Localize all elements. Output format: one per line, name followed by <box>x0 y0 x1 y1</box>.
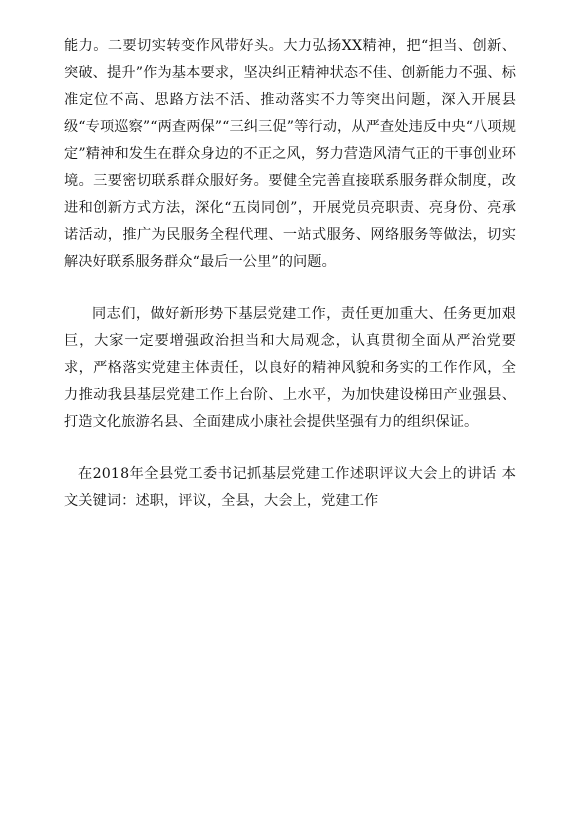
document-page <box>64 33 516 515</box>
body-paragraph-2: 同志们，做好新形势下基层党建工作，责任更加重大、任务更加艰巨，大家一定要增强政治担当和大局观念，认真贯彻全面从严治党要求，严格落实党建主体责任，以良好的精神风貌和务实的工作作风，全力推动我县基层党建工作上台阶、上水平，为加快建设梯田产业强县、打造文化旅游名县、全面建成小康社会提供坚强有力的组织保证。 <box>64 306 516 430</box>
title-keywords-paragraph: 在2018年全县党工委书记抓基层党建工作述职评议大会上的讲话 本文关键词：述职，评议，全县，大会上，党建工作 <box>64 466 516 509</box>
body-paragraph-1: 能力。二要切实转变作风带好头。大力弘扬XX精神，把“担当、创新、突破、提升”作为基本要求，坚决纠正精神状态不佳、创新能力不强、标准定位不高、思路方法不活、推动落实不力等突出问题，深入开展县级“专项巡察”“两查两保”“三纠三促”等行动，从严查处违反中央“八项规定”精神和发生在群众身边的不正之风，努力营造风清气正的干事创业环境。三要密切联系群众服好务。要健全完善直接联系服务群众制度，改进和创新方式方法，深化“五岗同创”，开展党员亮职责、亮身份、亮承诺活动，推广为民服务全程代理、一站式服务、网络服务等做法，切实解决好联系服务群众“最后一公里”的问题。 <box>64 38 516 270</box>
